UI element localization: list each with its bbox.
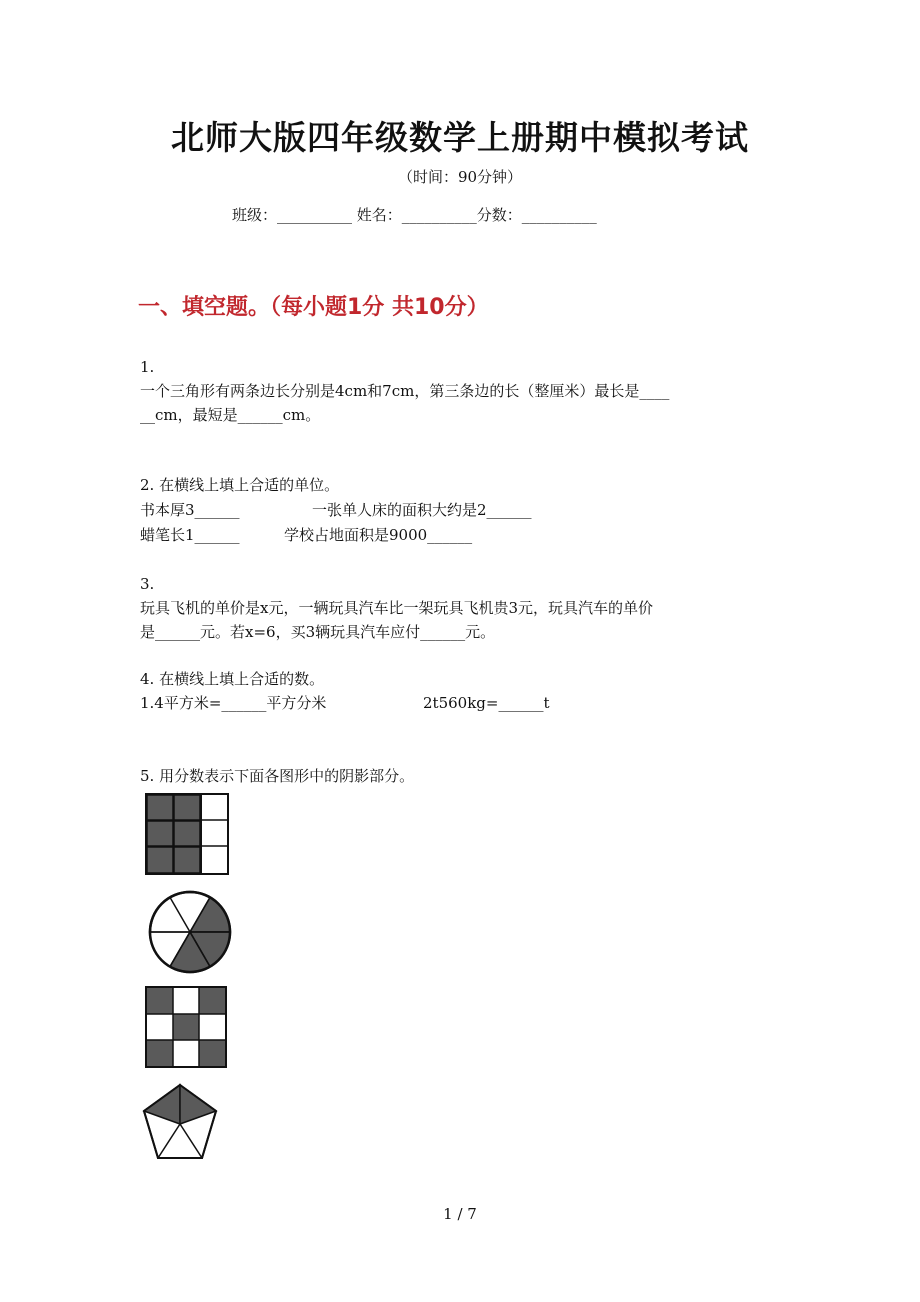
page-number: 1 / 7 xyxy=(443,1205,477,1223)
question-3-number: 3. xyxy=(140,575,155,593)
figure-circle-shaded xyxy=(144,888,236,976)
question-2-item-d: 学校占地面积是9000______ xyxy=(284,526,473,544)
question-1-number: 1. xyxy=(140,358,155,376)
figure-checkerboard-shaded xyxy=(144,985,228,1069)
question-4-item-a: 1.4平方米=______平方分米 xyxy=(140,694,327,712)
question-4-title: 4. 在横线上填上合适的数。 xyxy=(140,670,325,688)
exam-time: （时间：90分钟） xyxy=(397,168,523,186)
page-title: 北师大版四年级数学上册期中模拟考试 xyxy=(171,118,749,157)
question-2-item-a: 书本厚3______ xyxy=(140,501,240,519)
question-2-title: 2. 在横线上填上合适的单位。 xyxy=(140,476,340,494)
question-4-item-b: 2t560kg=______t xyxy=(423,694,550,712)
question-5-title: 5. 用分数表示下面各图形中的阴影部分。 xyxy=(140,767,415,785)
question-2-item-c: 蜡笔长1______ xyxy=(140,526,240,544)
student-info-line: 班级：__________ 姓名：__________分数：__________ xyxy=(232,206,597,224)
section-heading-fill-blanks: 一、填空题。（每小题1分 共10分） xyxy=(138,295,489,320)
question-3-line1: 玩具飞机的单价是x元，一辆玩具汽车比一架玩具飞机贵3元，玩具汽车的单价 xyxy=(140,599,654,617)
question-3-line2: 是______元。若x=6，买3辆玩具汽车应付______元。 xyxy=(140,623,496,641)
question-1-line2: __cm，最短是______cm。 xyxy=(140,406,321,424)
question-2-item-b: 一张单人床的面积大约是2______ xyxy=(312,501,532,519)
figure-grid-shaded xyxy=(144,792,230,876)
question-1-line1: 一个三角形有两条边长分别是4cm和7cm，第三条边的长（整厘米）最长是____ xyxy=(140,382,670,400)
figure-pentagon-shaded xyxy=(140,1082,220,1162)
